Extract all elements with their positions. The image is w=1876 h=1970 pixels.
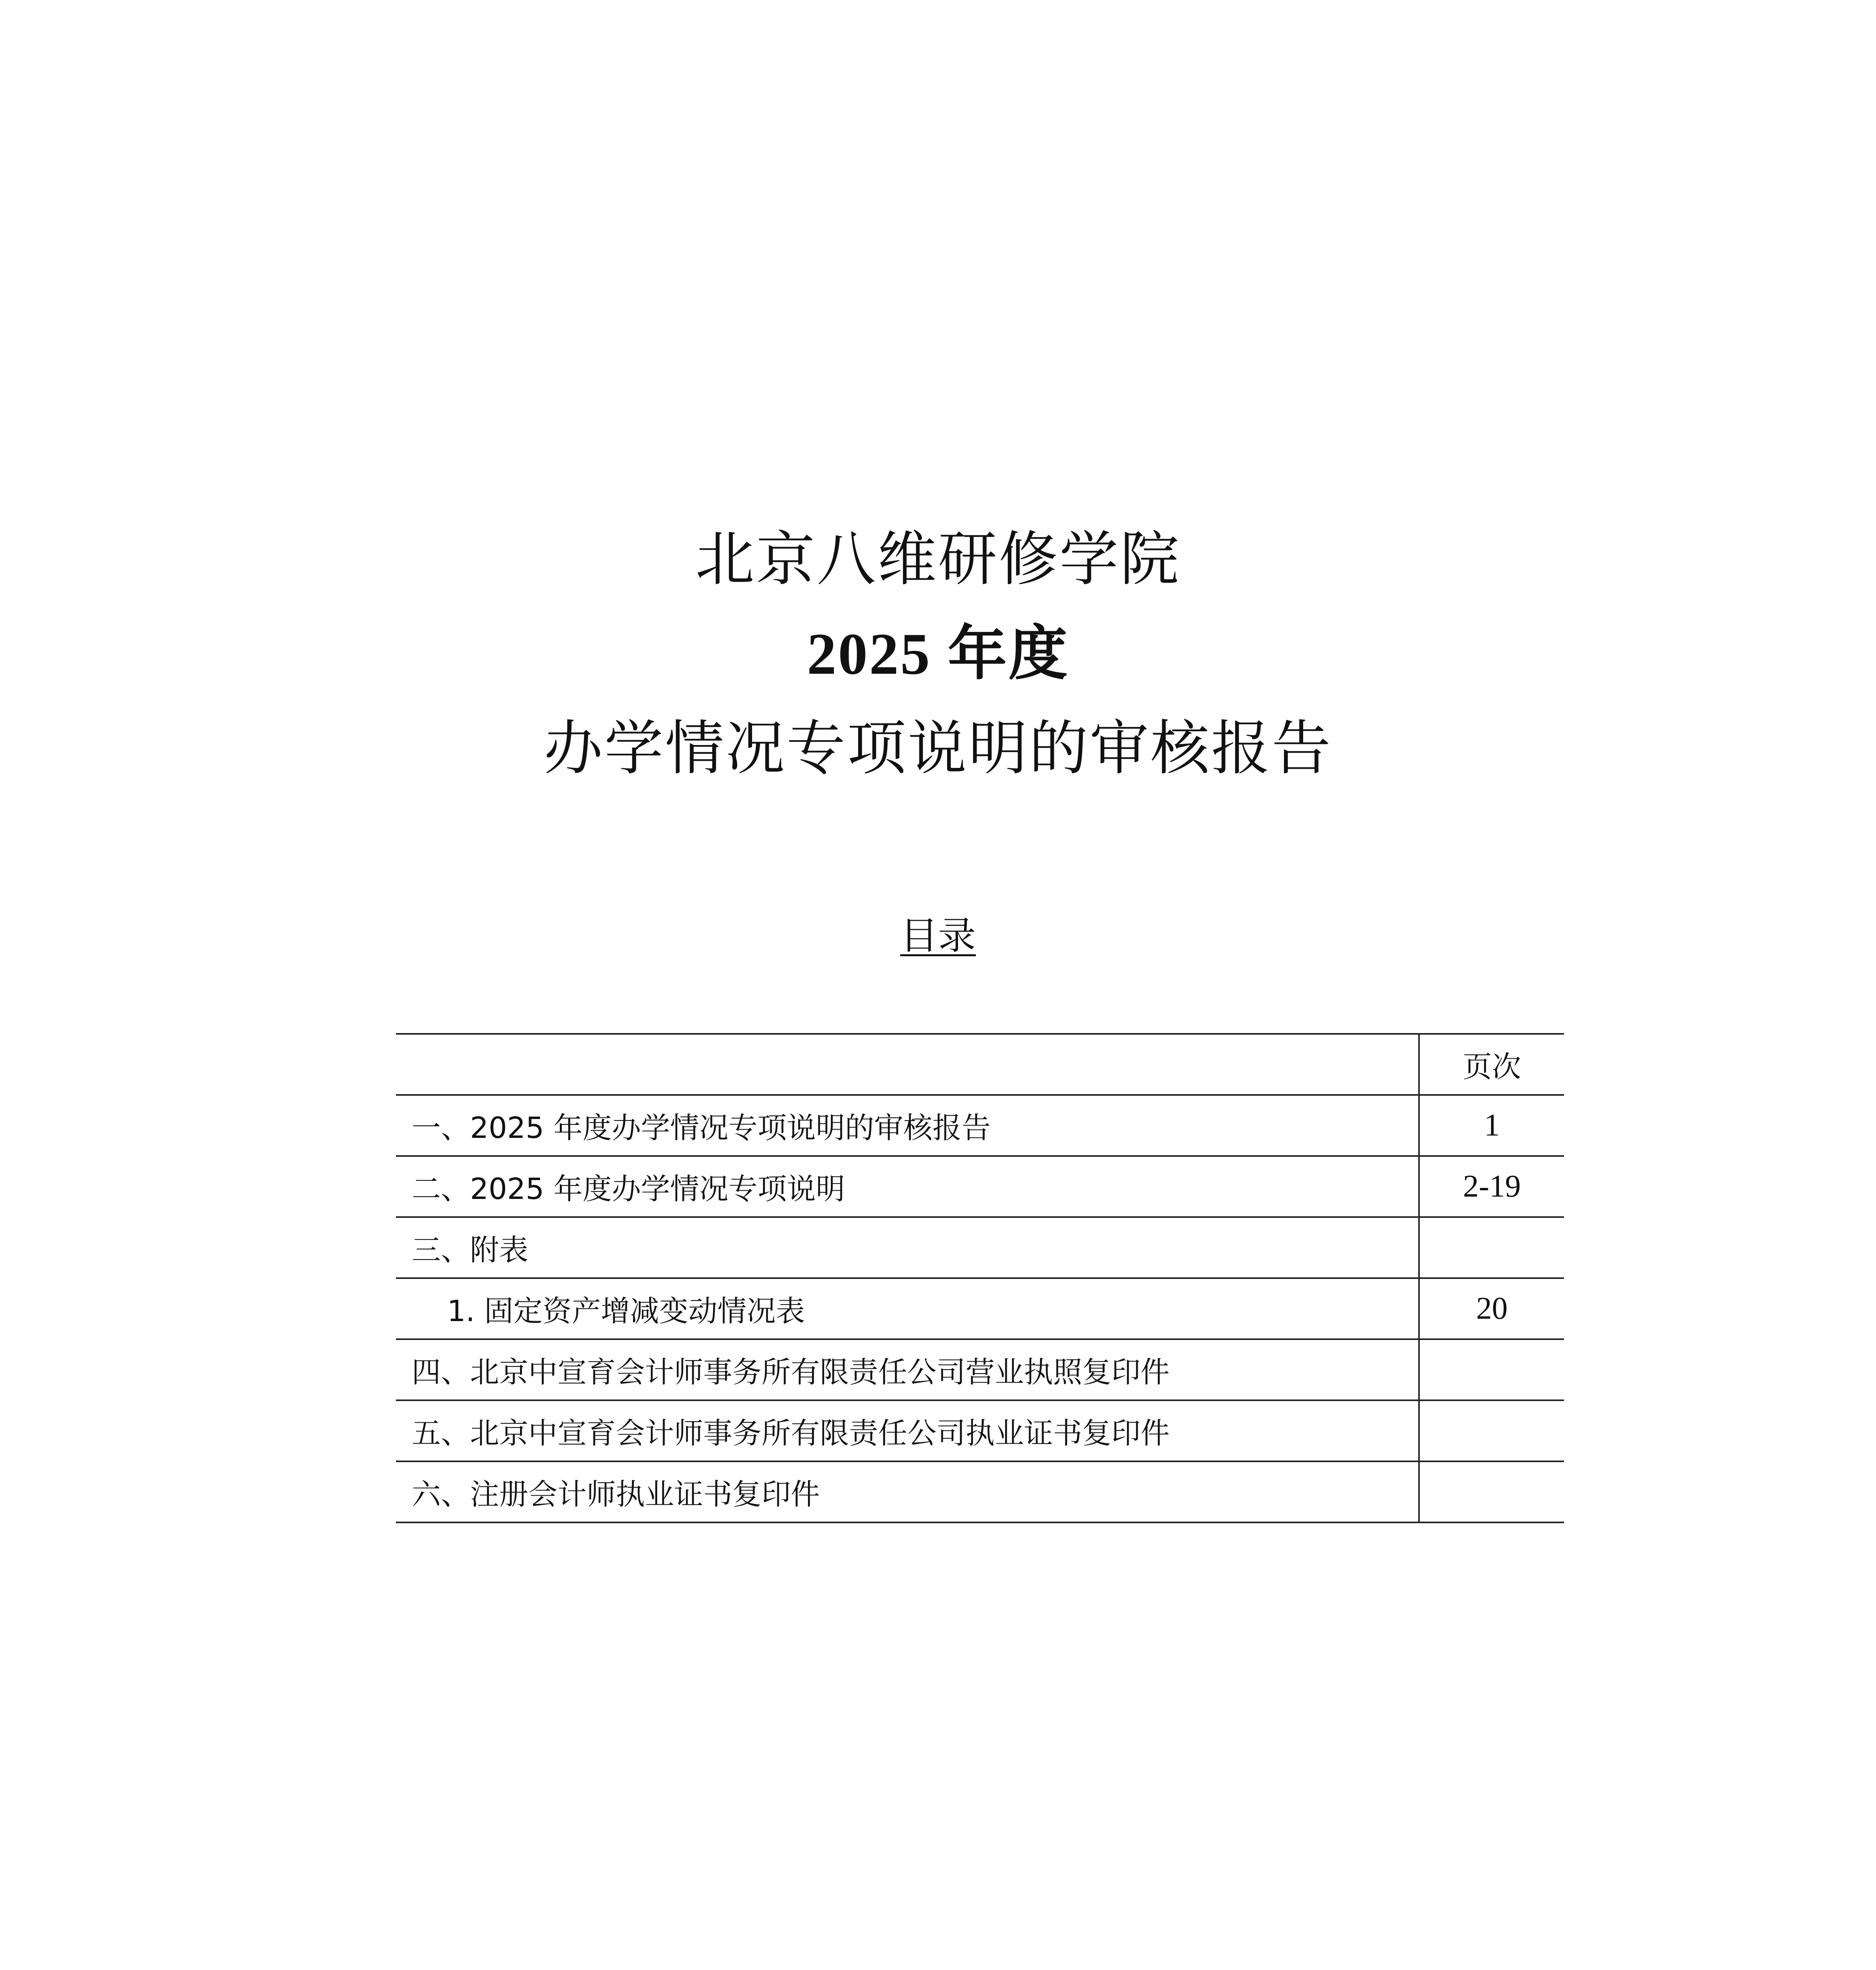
toc-heading-text: 目录 [900, 914, 976, 958]
toc-row-page: 2-19 [1419, 1156, 1564, 1217]
toc-row-label: 1. 固定资产增减变动情况表 [396, 1278, 1419, 1339]
toc-row-label: 四、北京中宣育会计师事务所有限责任公司营业执照复印件 [396, 1339, 1419, 1400]
toc-row [396, 1278, 1564, 1339]
toc-header-row [396, 1034, 1564, 1095]
toc-row-page: 1 [1419, 1095, 1564, 1156]
toc-row [396, 1217, 1564, 1278]
toc-row-page: 20 [1419, 1278, 1564, 1339]
toc-row [396, 1461, 1564, 1522]
title-year: 2025 年度 [807, 621, 1069, 687]
title-report-name: 办学情况专项说明的审核报告 [543, 714, 1332, 783]
toc-row [396, 1156, 1564, 1217]
toc-row-label: 三、附表 [396, 1217, 1419, 1278]
toc-table [396, 1033, 1564, 1523]
title-school-name: 北京八维研修学院 [695, 525, 1181, 594]
toc-heading [0, 910, 1876, 961]
toc-header-label-cell [396, 1034, 1419, 1095]
toc-row [396, 1095, 1564, 1156]
toc-row-label: 二、2025 年度办学情况专项说明 [396, 1156, 1419, 1217]
toc-row-page [1419, 1400, 1564, 1461]
toc-row-label: 一、2025 年度办学情况专项说明的审核报告 [396, 1095, 1419, 1156]
toc-row-page [1419, 1339, 1564, 1400]
toc-page-header: 页次 [1419, 1034, 1564, 1095]
toc-row [396, 1400, 1564, 1461]
toc-row-page [1419, 1217, 1564, 1278]
toc-row-label: 六、注册会计师执业证书复印件 [396, 1461, 1419, 1522]
report-title [0, 512, 1876, 796]
toc-row [396, 1339, 1564, 1400]
toc-row-label: 五、北京中宣育会计师事务所有限责任公司执业证书复印件 [396, 1400, 1419, 1461]
toc-row-page [1419, 1461, 1564, 1522]
